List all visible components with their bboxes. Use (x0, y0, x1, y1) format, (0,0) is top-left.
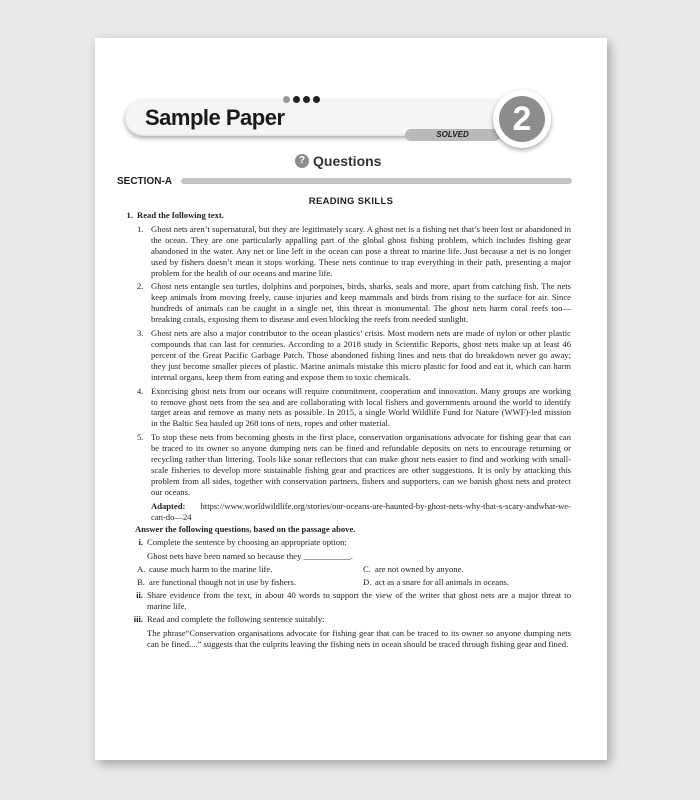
options-grid (137, 564, 571, 588)
document-page (95, 38, 607, 760)
reading-skills-heading: READING SKILLS (308, 196, 394, 207)
answer-instruction: Answer the following questions, based on the passage above. (135, 524, 356, 535)
option-letter: A. (137, 564, 146, 575)
question-text: Complete the sentence by choosing an appropriate option: (147, 537, 347, 548)
questions-heading-text: Questions (313, 153, 382, 169)
paragraph-text: To stop these nets from becoming ghosts in the first place, conservation organisations advocate for fishing gear that can be traced to its owner so anyone dumping nets can be fined and refundable deposits on nets to encourage returning or recycling rather than littering. Tools like sonar reflectors that can make ghost nets easier to find and working with small-scale fisheries to develop more sustainable fishing gear and practices are other suggestions. It is only by attacking this problem from all sides, together with conservation partners, fishers and supporters, can we banish ghost nets and protect our oceans. (151, 432, 571, 497)
question-prompt: Read the following text. (137, 210, 224, 220)
paragraph-number: 1. (137, 223, 144, 234)
question-1 (119, 210, 571, 221)
option-letter: B. (137, 577, 145, 588)
question-ii (119, 590, 571, 612)
option-a (137, 564, 363, 575)
question-number: 1. (126, 210, 133, 220)
paragraph-text: Ghost nets aren’t supernatural, but they are legitimately scary. A ghost net is a fishing net that’s been lost or abandoned in the ocean. They are one particularly appalling part of the global ghost fishing problem, which includes fishing gear abandoned in the water. Any net or line left in the ocean can pose a threat to marine life. Just because a net is no longer used by fishers doesn’t mean it stops working. These nets continue to trap everything in their path, presenting a major problem for the health of our oceans and marine life. (151, 223, 571, 278)
option-letter: C. (363, 564, 371, 575)
paragraph-text: Exorcising ghost nets from our oceans will require commitment, cooperation and innovation. Many groups are working to remove ghost nets from the sea and are collaborating with local fishers and governments around the world to identify target areas and remove as many nets as possible. In 2015, a single World Wildlife Fund for Nature (WWF)-led mission in the Baltic Sea hauled up 268 tons of nets, ropes and other material. (151, 385, 571, 429)
option-text: act as a snare for all animals in oceans. (375, 577, 509, 588)
question-iii (119, 614, 571, 625)
option-b (137, 577, 363, 588)
adapted-source (151, 501, 571, 523)
section-label: SECTION-A (117, 176, 172, 187)
question-number: i. (138, 537, 143, 548)
option-text: cause much harm to the marine life. (149, 564, 273, 575)
paragraph-number: 5. (137, 432, 144, 443)
paragraph-number: 4. (137, 385, 144, 396)
fill-blank-line: Ghost nets have been named so because they ___________. (147, 551, 353, 562)
question-text: Read and complete the following sentence suitably: (147, 613, 325, 624)
paper-title: Sample Paper (145, 105, 285, 130)
option-c (363, 564, 563, 575)
option-text: are functional though not in use by fishers. (149, 577, 297, 588)
paragraph-text: Ghost nets are also a major contributor to the ocean plastics’ crisis. Most modern nets are made of nylon or other plastic compounds that can last for centuries. According to a 2018 study in Scientific Reports, ghost nets make up at least 46 percent of the Great Pacific Garbage Patch. Those abandoned fishing lines and nets that do breakdown never go away; they just become smaller pieces of plastic. Marine animals mistake this micro plastic for food and eat it, which can harm internal organs, keep them from eating and expose them to toxic chemicals. (151, 328, 571, 382)
solved-badge: SOLVED (405, 129, 500, 141)
question-number: ii. (136, 590, 143, 600)
paragraph-number: 2. (137, 281, 144, 292)
dot-icon (303, 96, 310, 103)
question-phrase: The phrase“Conservation organisations advocate for fishing gear that can be traced to its owner so anyone dumping nets can be fined....” suggests that the culprits leaving the fishing nets in ocean should be traced through fishing gear and fined. (147, 627, 571, 649)
questions-heading (295, 152, 381, 170)
passage-paragraph (137, 432, 571, 497)
paper-number: 2 (499, 96, 545, 142)
dot-icon (293, 96, 300, 103)
paragraph-number: 3. (137, 328, 144, 339)
section-divider (181, 178, 572, 184)
passage-paragraph (137, 386, 571, 430)
question-bulb-icon: ? (295, 154, 309, 168)
question-text: Share evidence from the text, in about 40 words to support the view of the writer that ghost nets are a major threat to marine life. (147, 590, 571, 611)
dot-icon (313, 96, 320, 103)
passage-paragraph (137, 224, 571, 279)
option-letter: D. (363, 577, 372, 588)
question-i (119, 537, 571, 548)
passage-paragraph (137, 281, 571, 325)
question-number: iii. (133, 613, 143, 624)
option-d (363, 577, 563, 588)
passage-paragraph (137, 328, 571, 383)
adapted-label: Adapted: (151, 500, 186, 511)
option-text: are not owned by anyone. (375, 564, 464, 575)
adapted-url: https://www.worldwildlife.org/stories/our-oceans-are-haunted-by-ghost-nets-why-that-s-scary-andwhat-we-can-do—24 (151, 500, 571, 522)
decorative-dots (283, 96, 320, 106)
question-content (119, 210, 571, 650)
paragraph-text: Ghost nets entangle sea turtles, dolphins and porpoises, birds, sharks, seals and more, apart from catching fish. The nets keep animals from moving freely, cause injuries and keep mammals and birds from rising to the surface for air. Since hundreds of animals can be caught in a single net, this threat is monumental. The ghost nets harm coral reefs too—breaking corals, exposing them to disease and even blocking the reefs from needed sunlight. (151, 281, 571, 325)
dot-icon (283, 96, 290, 103)
